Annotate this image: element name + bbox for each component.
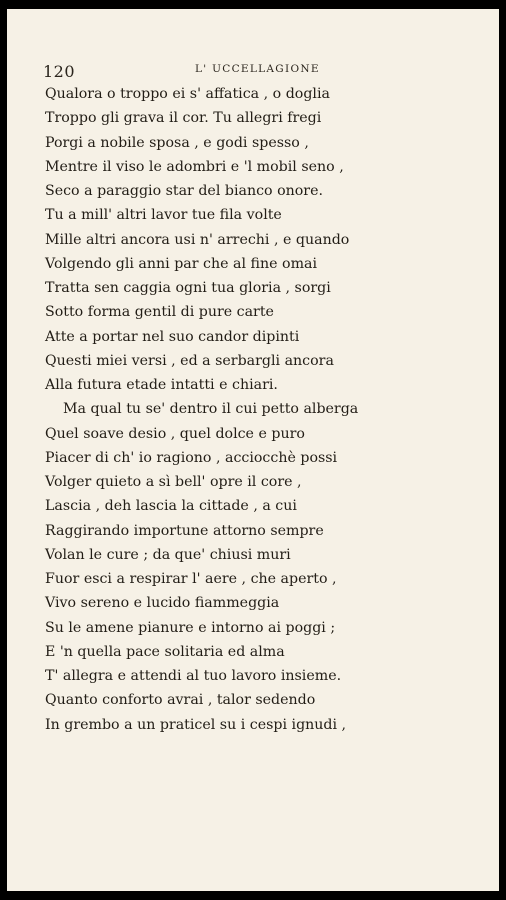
verse-line: Quanto conforto avrai , talor sedendo xyxy=(45,692,316,709)
verse-line: Volger quieto a sì bell' opre il core , xyxy=(45,474,302,490)
verse-line: Sotto forma gentil di pure carte xyxy=(45,304,274,321)
verse-line: Tu a mill' altri lavor tue fila volte xyxy=(45,207,282,224)
verse-line: Porgi a nobile sposa , e godi spesso , xyxy=(45,134,309,151)
verse-line: Vivo sereno e lucido fiammeggia xyxy=(45,595,280,612)
verse-line: Atte a portar nel suo candor dipinti xyxy=(45,328,300,345)
verse-line: Volan le cure ; da que' chiusi muri xyxy=(45,546,291,563)
verse-line: T' allegra e attendi al tuo lavoro insieme. xyxy=(45,668,342,684)
verse-line: Questi miei versi , ed a serbargli ancora xyxy=(45,352,334,369)
verse-body xyxy=(45,82,485,737)
verse-line: Mille altri ancora usi n' arrechi , e quando xyxy=(45,231,350,248)
verse-line: Tratta sen caggia ogni tua gloria , sorgi xyxy=(45,280,331,296)
verse-line: Raggirando importune attorno sempre xyxy=(45,522,324,539)
verse-line: Quel soave desio , quel dolce e puro xyxy=(45,425,305,442)
verse-line: Qualora o troppo ei s' affatica , o doglia xyxy=(45,86,330,102)
page-number: 120 xyxy=(43,62,76,81)
verse-line: Alla futura etade intatti e chiari. xyxy=(45,377,278,393)
verse-line: Mentre il viso le adombri e 'l mobil seno , xyxy=(45,158,344,175)
verse-line: Lascia , deh lascia la cittade , a cui xyxy=(45,498,297,515)
verse-line: Volgendo gli anni par che al fine omai xyxy=(45,255,318,272)
verse-line: Troppo gli grava il cor. Tu allegri fregi xyxy=(45,110,322,127)
verse-line: Seco a paraggio star del bianco onore. xyxy=(45,183,323,199)
page-header xyxy=(43,62,483,82)
verse-line: E 'n quella pace solitaria ed alma xyxy=(45,643,285,660)
book-page xyxy=(7,9,499,891)
running-head: L' UCCELLAGIONE xyxy=(195,63,320,75)
verse-line: Su le amene pianure e intorno ai poggi ; xyxy=(45,619,336,636)
verse-line: In grembo a un praticel su i cespi ignudi , xyxy=(45,716,347,733)
verse-line: Fuor esci a respirar l' aere , che aperto , xyxy=(45,571,337,587)
verse-line-indented: Ma qual tu se' dentro il cui petto alberga xyxy=(63,401,359,418)
verse-line: Piacer di ch' io ragiono , acciocchè possi xyxy=(45,449,338,466)
